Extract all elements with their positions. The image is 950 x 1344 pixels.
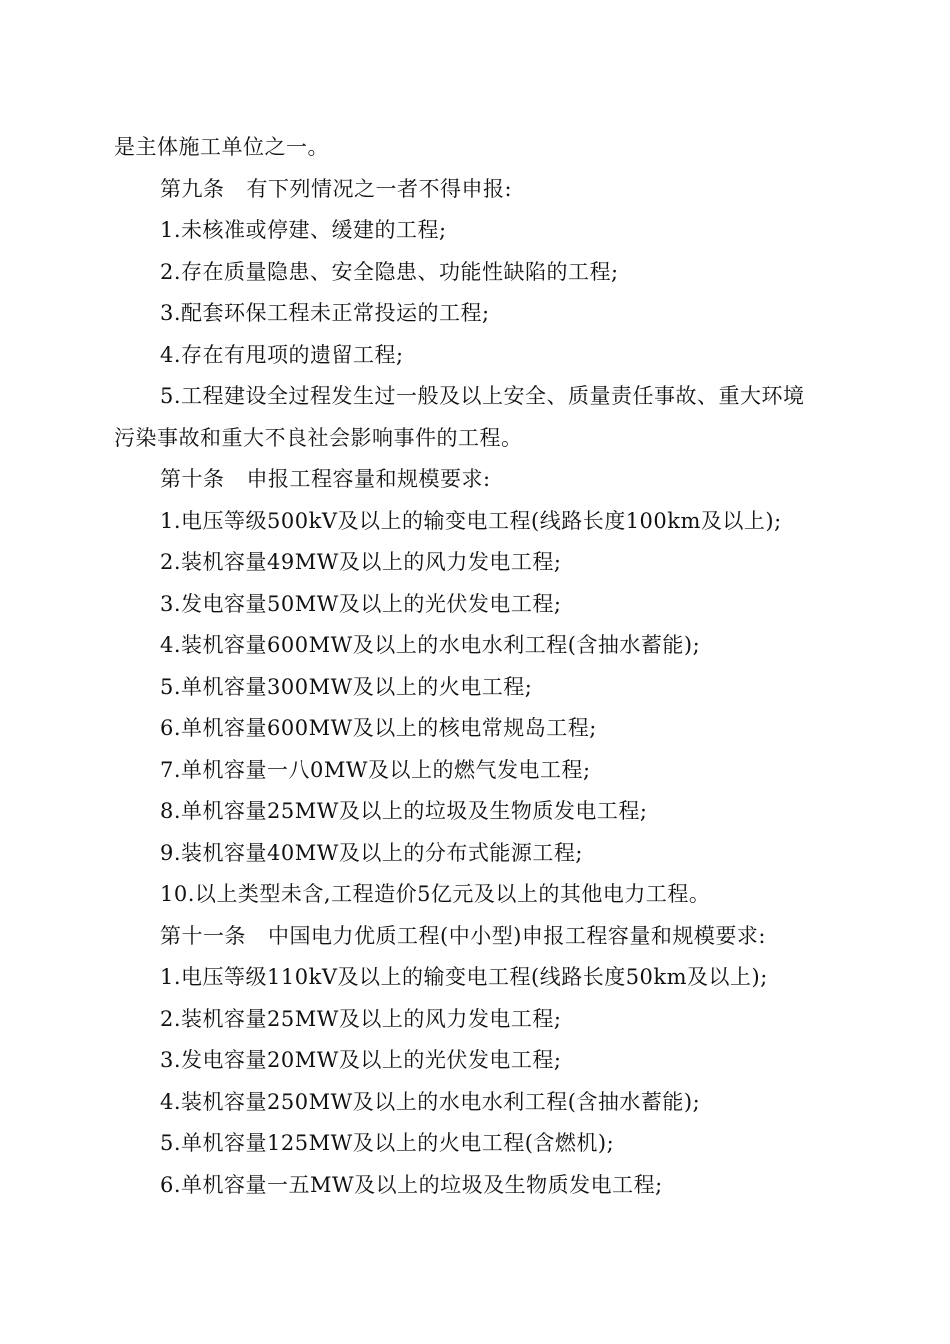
article-10-heading bbox=[114, 459, 844, 501]
article-number: 第十条 bbox=[160, 467, 225, 491]
list-item: 4.装机容量600MW及以上的水电水利工程(含抽水蓄能); bbox=[160, 633, 701, 657]
list-item: 6.单机容量600MW及以上的核电常规岛工程; bbox=[160, 716, 597, 740]
list-item-continuation: 污染事故和重大不良社会影响事件的工程。 bbox=[114, 425, 523, 450]
list-item: 9.装机容量40MW及以上的分布式能源工程; bbox=[160, 840, 583, 865]
list-item: 2.存在质量隐患、安全隐患、功能性缺陷的工程; bbox=[160, 259, 619, 284]
text-line: 是主体施工单位之一。 bbox=[114, 135, 329, 159]
article-title: 申报工程容量和规模要求: bbox=[246, 467, 491, 491]
article-title: 有下列情况之一者不得申报: bbox=[246, 176, 513, 201]
list-item: 7.单机容量一八0MW及以上的燃气发电工程; bbox=[160, 757, 591, 782]
list-item: 3.发电容量50MW及以上的光伏发电工程; bbox=[160, 591, 562, 616]
list-item: 3.配套环保工程未正常投运的工程; bbox=[160, 301, 490, 325]
list-item: 5.单机容量125MW及以上的火电工程(含燃机); bbox=[160, 1131, 615, 1155]
list-item: 5.单机容量300MW及以上的火电工程; bbox=[160, 674, 533, 699]
article-number: 第九条 bbox=[160, 176, 225, 201]
list-item: 1.电压等级110kV及以上的输变电工程(线路长度50km及以上); bbox=[160, 965, 768, 989]
list-item: 10.以上类型未含,工程造价5亿元及以上的其他电力工程。 bbox=[160, 882, 711, 906]
list-item: 4.存在有甩项的遗留工程; bbox=[160, 342, 404, 367]
article-number: 第十一条 bbox=[160, 923, 246, 948]
article-11-heading bbox=[114, 916, 844, 958]
list-item: 3.发电容量20MW及以上的光伏发电工程; bbox=[160, 1048, 562, 1072]
list-item: 2.装机容量49MW及以上的风力发电工程; bbox=[160, 550, 562, 574]
article-title: 中国电力优质工程(中小型)申报工程容量和规模要求: bbox=[268, 923, 766, 948]
document-body bbox=[114, 127, 844, 1206]
list-item: 1.未核准或停建、缓建的工程; bbox=[160, 218, 447, 242]
list-item: 8.单机容量25MW及以上的垃圾及生物质发电工程; bbox=[160, 799, 648, 823]
article-9-heading bbox=[114, 169, 844, 211]
list-item: 5.工程建设全过程发生过一般及以上安全、质量责任事故、重大环境 bbox=[160, 384, 805, 408]
list-item: 4.装机容量250MW及以上的水电水利工程(含抽水蓄能); bbox=[160, 1089, 701, 1114]
list-item: 6.单机容量一五MW及以上的垃圾及生物质发电工程; bbox=[160, 1172, 663, 1197]
list-item: 1.电压等级500kV及以上的输变电工程(线路长度100km及以上); bbox=[160, 508, 782, 533]
list-item: 2.装机容量25MW及以上的风力发电工程; bbox=[160, 1006, 562, 1031]
